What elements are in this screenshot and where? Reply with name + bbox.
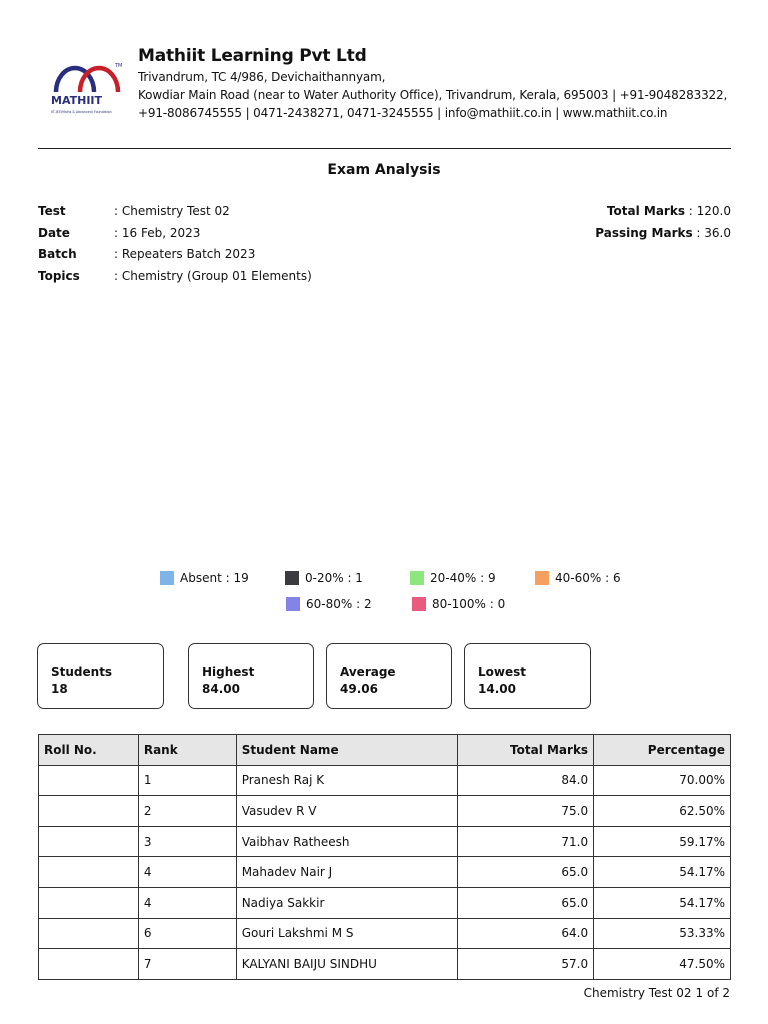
cell-rank: 4 bbox=[138, 857, 236, 888]
address-line-2: Kowdiar Main Road (near to Water Authority Office), Trivandrum, Kerala, 695003 | +91-9048283322, bbox=[138, 88, 728, 102]
passing-marks bbox=[595, 223, 731, 245]
marks-info bbox=[595, 201, 731, 244]
cell-roll bbox=[39, 826, 139, 857]
stat-label: Students bbox=[51, 665, 113, 679]
table-row bbox=[39, 857, 731, 888]
company-name: Mathiit Learning Pvt Ltd bbox=[138, 46, 367, 66]
legend-label: 20-40% : 9 bbox=[430, 571, 496, 585]
info-label: Test bbox=[38, 204, 66, 218]
info-label: Topics bbox=[38, 268, 80, 283]
cell-percentage: 54.17% bbox=[594, 857, 731, 888]
legend-item-0-20 bbox=[285, 565, 410, 591]
legend-label: 0-20% : 1 bbox=[305, 571, 363, 585]
stat-label: Average bbox=[340, 665, 396, 679]
legend-row bbox=[160, 591, 660, 617]
legend-swatch bbox=[160, 571, 174, 585]
page-title: Exam Analysis bbox=[327, 162, 441, 178]
table-row bbox=[39, 887, 731, 918]
cell-roll bbox=[39, 918, 139, 949]
stat-value: 14.00 bbox=[478, 682, 516, 696]
header-divider bbox=[38, 148, 731, 149]
table-row bbox=[39, 796, 731, 827]
cell-rank: 6 bbox=[138, 918, 236, 949]
info-row-test bbox=[38, 201, 312, 223]
stat-value: 49.06 bbox=[340, 682, 378, 696]
stat-value: 18 bbox=[51, 682, 68, 696]
stat-card-students bbox=[37, 643, 164, 709]
cell-rank: 3 bbox=[138, 826, 236, 857]
cell-name: Pranesh Raj K bbox=[236, 765, 458, 796]
cell-name: Nadiya Sakkir bbox=[236, 887, 458, 918]
cell-name: Gouri Lakshmi M S bbox=[236, 918, 458, 949]
cell-roll bbox=[39, 796, 139, 827]
legend-label: 60-80% : 2 bbox=[306, 597, 372, 611]
address-line-3: +91-8086745555 | 0471-2438271, 0471-3245555 | info@mathiit.co.in | www.mathiit.co.in bbox=[138, 106, 668, 120]
stat-value: 84.00 bbox=[202, 682, 240, 696]
test-info bbox=[38, 201, 312, 287]
legend-label: Absent : 19 bbox=[180, 571, 249, 585]
cell-marks: 65.0 bbox=[458, 857, 594, 888]
chart-placeholder bbox=[200, 288, 572, 560]
legend-swatch bbox=[285, 571, 299, 585]
legend-swatch bbox=[410, 571, 424, 585]
cell-name: Vaibhav Ratheesh bbox=[236, 826, 458, 857]
cell-marks: 84.0 bbox=[458, 765, 594, 796]
cell-roll bbox=[39, 887, 139, 918]
legend-swatch bbox=[286, 597, 300, 611]
cell-name: KALYANI BAIJU SINDHU bbox=[236, 949, 458, 980]
info-value: : 16 Feb, 2023 bbox=[114, 225, 201, 240]
company-logo bbox=[50, 60, 126, 120]
stat-card-average bbox=[326, 643, 452, 709]
info-label: Date bbox=[38, 225, 70, 240]
legend-swatch bbox=[535, 571, 549, 585]
info-label: Batch bbox=[38, 247, 77, 261]
stat-card-highest bbox=[188, 643, 314, 709]
page-footer bbox=[580, 986, 730, 1000]
cell-roll bbox=[39, 857, 139, 888]
column-header-marks: Total Marks bbox=[458, 735, 594, 766]
legend-item-40-60 bbox=[535, 565, 660, 591]
info-row-batch bbox=[38, 244, 312, 266]
chart-legend bbox=[160, 565, 660, 617]
cell-percentage: 47.50% bbox=[594, 949, 731, 980]
cell-marks: 71.0 bbox=[458, 826, 594, 857]
info-row-topics bbox=[38, 266, 312, 288]
cell-marks: 65.0 bbox=[458, 887, 594, 918]
legend-item-80-100 bbox=[412, 591, 538, 617]
total-marks-label: Total Marks bbox=[606, 204, 685, 218]
info-value: : Chemistry (Group 01 Elements) bbox=[114, 268, 312, 283]
cell-percentage: 53.33% bbox=[594, 918, 731, 949]
table-row bbox=[39, 949, 731, 980]
total-marks bbox=[595, 201, 731, 223]
cell-name: Mahadev Nair J bbox=[236, 857, 458, 888]
cell-percentage: 62.50% bbox=[594, 796, 731, 827]
cell-rank: 7 bbox=[138, 949, 236, 980]
cell-marks: 64.0 bbox=[458, 918, 594, 949]
total-marks-value: : 120.0 bbox=[684, 204, 731, 218]
cell-roll bbox=[39, 765, 139, 796]
legend-item-absent bbox=[160, 565, 285, 591]
legend-row bbox=[160, 565, 660, 591]
cell-name: Vasudev R V bbox=[236, 796, 458, 827]
cell-rank: 4 bbox=[138, 887, 236, 918]
footer-test-name: Chemistry Test 02 bbox=[583, 986, 692, 1000]
info-value: : Chemistry Test 02 bbox=[114, 204, 230, 218]
legend-swatch bbox=[412, 597, 426, 611]
info-row-date bbox=[38, 223, 312, 245]
cell-percentage: 70.00% bbox=[594, 765, 731, 796]
logo-trademark: TM bbox=[115, 63, 123, 69]
cell-marks: 57.0 bbox=[458, 949, 594, 980]
logo-wordmark: MATHIIT bbox=[51, 94, 103, 107]
cell-percentage: 54.17% bbox=[594, 887, 731, 918]
column-header-roll: Roll No. bbox=[39, 735, 139, 766]
results-table bbox=[38, 734, 731, 980]
legend-item-20-40 bbox=[410, 565, 535, 591]
stat-label: Highest bbox=[202, 665, 255, 679]
table-row bbox=[39, 826, 731, 857]
legend-item-60-80 bbox=[286, 591, 412, 617]
table-row bbox=[39, 765, 731, 796]
table-row bbox=[39, 918, 731, 949]
logo-tagline: IIT-JEE(Mains & Advanced) Foundation bbox=[51, 110, 112, 114]
cell-percentage: 59.17% bbox=[594, 826, 731, 857]
cell-rank: 1 bbox=[138, 765, 236, 796]
legend-label: 40-60% : 6 bbox=[555, 571, 621, 585]
cell-marks: 75.0 bbox=[458, 796, 594, 827]
stat-card-lowest bbox=[464, 643, 591, 709]
company-header bbox=[138, 44, 727, 122]
column-header-rank: Rank bbox=[138, 735, 236, 766]
cell-rank: 2 bbox=[138, 796, 236, 827]
legend-label: 80-100% : 0 bbox=[432, 597, 506, 611]
column-header-percentage: Percentage bbox=[594, 735, 731, 766]
table-header-row bbox=[39, 735, 731, 766]
passing-marks-value: : 36.0 bbox=[692, 225, 731, 240]
column-header-name: Student Name bbox=[236, 735, 458, 766]
stat-label: Lowest bbox=[478, 665, 526, 679]
info-value: : Repeaters Batch 2023 bbox=[114, 247, 256, 261]
page-number: 1 of 2 bbox=[695, 986, 730, 1000]
cell-roll bbox=[39, 949, 139, 980]
address-line-1: Trivandrum, TC 4/986, Devichaithannyam, bbox=[138, 70, 386, 84]
passing-marks-label: Passing Marks bbox=[595, 225, 693, 240]
